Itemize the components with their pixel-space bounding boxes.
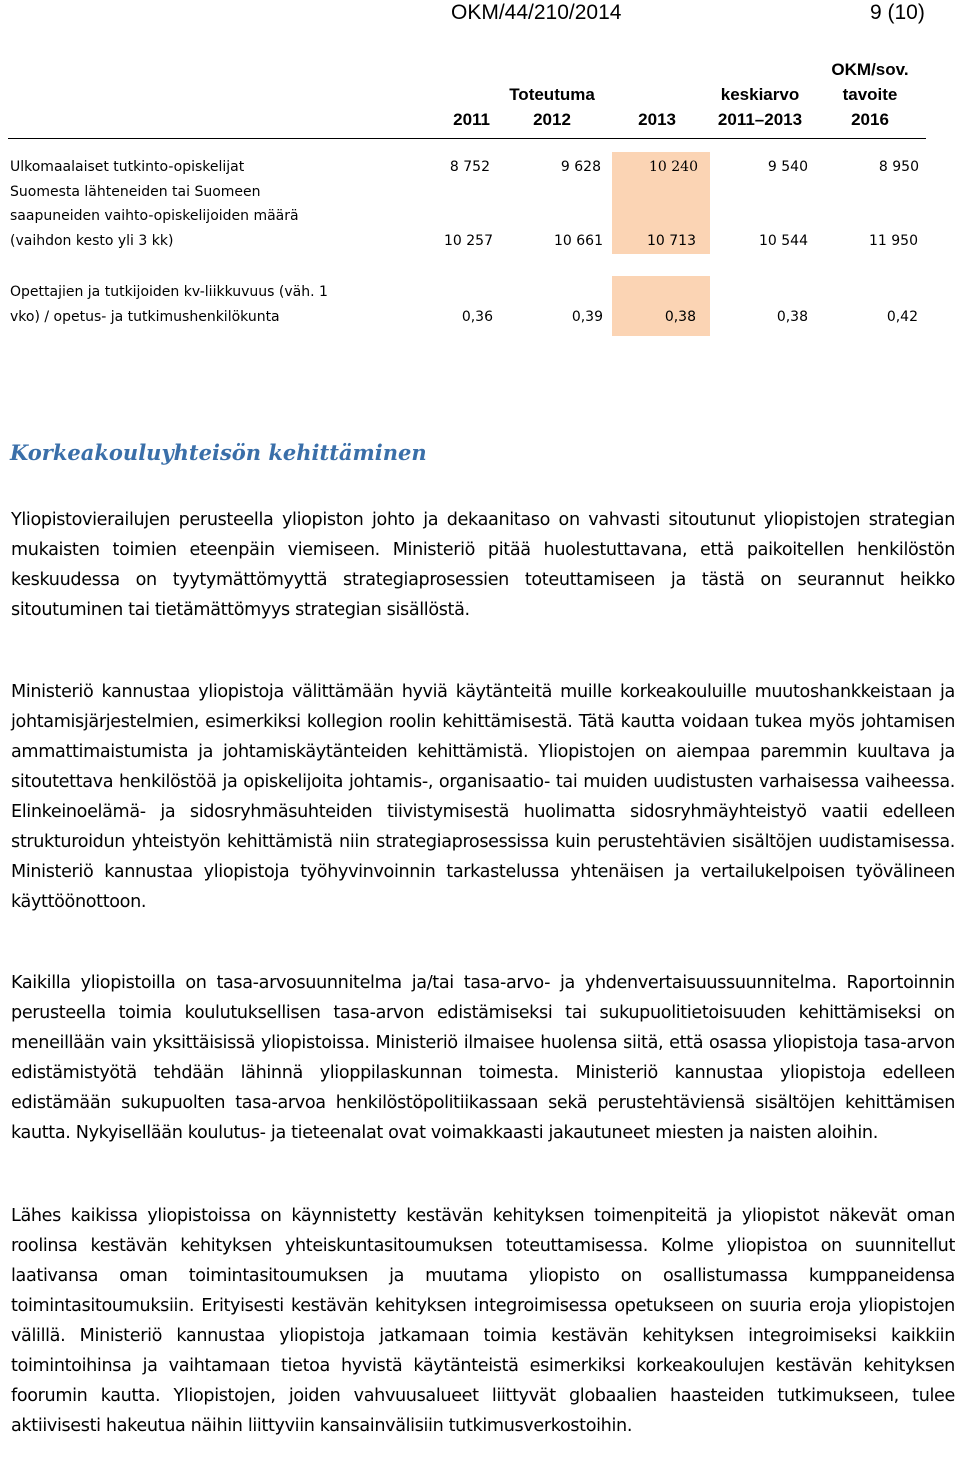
row-label: Suomesta lähteneiden tai Suomeen [10,184,261,200]
col-header-toteutuma: Toteutuma [509,85,595,104]
col-header-tavoite: tavoite [842,85,898,104]
table-cell: 0,39 [571,309,603,325]
table-cell: 0,38 [664,309,696,325]
section-heading: Korkeakouluyhteisön kehittäminen [10,440,427,465]
col-header-2012: 2012 [533,110,571,129]
header-rule [8,138,926,139]
page-header [0,0,960,30]
col-header-2013: 2013 [638,110,676,129]
table-cell: 0,42 [886,309,918,325]
table-cell: 10 713 [647,233,696,249]
col-header-keskiarvo: keskiarvo [720,85,800,104]
table-cell: 10 661 [554,233,603,249]
row-label: Opettajien ja tutkijoiden kv-liikkuvuus (väh. 1 [10,284,328,300]
document-id: OKM/44/210/2014 [451,1,622,24]
table-cell: 0,36 [461,309,493,325]
table-cell: 10 240 [649,159,698,175]
row-label: vko) / opetus- ja tutkimushenkilökunta [10,309,280,325]
col-header-2011: 2011 [453,110,490,129]
page-number: 9 (10) [870,1,925,24]
body-paragraph: Ministeriö kannustaa yliopistoja välittämään hyviä käytänteitä muille korkeakouluille muutoshankkeistaan ja johtamisjärjestelmien, esimerkiksi kollegion roolin kehittämisestä. Tätä kautta voidaan tukea myös johtamisen ammattimaistumista ja johtamiskäytänteiden kehittämistä. Yliopistojen on aiempaa paremmin kuultava ja sitoutettava henkilöstöä ja opiskelijoita johtamis-, organisaatio- tai muiden uudistusten varhaisessa vaiheessa. Elinkeinoelämä- ja sidosryhmäsuhteiden tiivistymisestä huolimatta sidosryhmäyhteistyö vaatii edelleen strukturoidun yhteistyön kehittämistä niin strategiaprosessissa kuin perustehtävien sisältöjen uudistamisessa. Ministeriö kannustaa yliopistoja työhyvinvoinnin tarkastelussa yhtenäisen ja vertailukelpoisen työvälineen käyttöönottoon. [11,682,955,912]
table-cell: 10 544 [759,233,808,249]
col-header-2011-2013: 2011–2013 [717,110,803,129]
body-paragraph: Lähes kaikissa yliopistoissa on käynnistetty kestävän kehityksen toimenpiteitä ja yliopistot näkevät oman roolinsa kestävän kehityksen yhteiskuntasitoumuksen toteuttamisessa. Kolme yliopistoa on suunnitellut laativansa oman toimintasitoumuksen ja muutama yliopisto on osallistumassa kumppaneidensa toimintasitoumuksiin. Erityisesti kestävän kehityksen integroimisessa opetukseen on suuria eroja yliopistojen välillä. Ministeriö kannustaa yliopistoja jatkamaan toimia kestävän kehityksen integroimiseksi kaikkiin toimintoihinsa ja vaihtamaan tietoa hyvistä käytänteistä esimerkiksi korkeakoulujen kestävän kehityksen foorumin kautta. Yliopistojen, joiden vahvuusalueet liittyvät globaalien haasteiden tutkimukseen, tulee aktiivisesti hakeutua näihin liittyviin kansainvälisiin tutkimusverkostoihin. [11,1206,955,1436]
table-cell: 10 257 [444,233,493,249]
table-cell: 11 950 [869,233,918,249]
body-paragraph: Yliopistovierailujen perusteella yliopiston johto ja dekaanitaso on vahvasti sitoutunut yliopistojen strategian mukaisten toimien eteenpäin viemiseen. Ministeriö pitää huolestuttavana, että paikoitellen henkilöstön keskuudessa on tyytymättömyyttä strategiaprosessien toteuttamiseen ja tästä on seurannut heikko sitoutuminen tai tietämättömyys strategian sisällöstä. [11,510,955,620]
row-label: (vaihdon kesto yli 3 kk) [10,233,174,249]
table-cell: 9 628 [560,159,601,175]
col-header-2016: 2016 [851,110,889,129]
body-paragraph: Kaikilla yliopistoilla on tasa-arvosuunnitelma ja/tai tasa-arvo- ja yhdenvertaisuussuunnitelma. Raportoinnin perusteella toimia koulutuksellisen tasa-arvon edistämiseksi tai sukupuolitietoisuuden kehittämiseksi on meneillään vain yksittäisissä yliopistoissa. Ministeriö ilmaisee huolensa siitä, että osassa yliopistoja tasa-arvon edistämistyötä tehdään lähinnä ylioppilaskunnan toimesta. Ministeriö kannustaa yliopistoja edelleen edistämään sukupuolten tasa-arvoa henkilöstöpolitiikassaan sekä perustehtäviensä sisältöjen kehittämisen kautta. Nykyisellään koulutus- ja tieteenalat ovat voimakkaasti jakautuneet miesten ja naisten aloihin. [11,973,955,1143]
table-cell: 8 752 [449,159,490,175]
col-header-okm-sov: OKM/sov. [831,60,909,79]
row-label: Ulkomaalaiset tutkinto-opiskelijat [10,159,245,175]
table-cell: 9 540 [767,159,808,175]
row-label: saapuneiden vaihto-opiskelijoiden määrä [10,208,299,224]
table-cell: 8 950 [878,159,919,175]
table-cell: 0,38 [776,309,808,325]
